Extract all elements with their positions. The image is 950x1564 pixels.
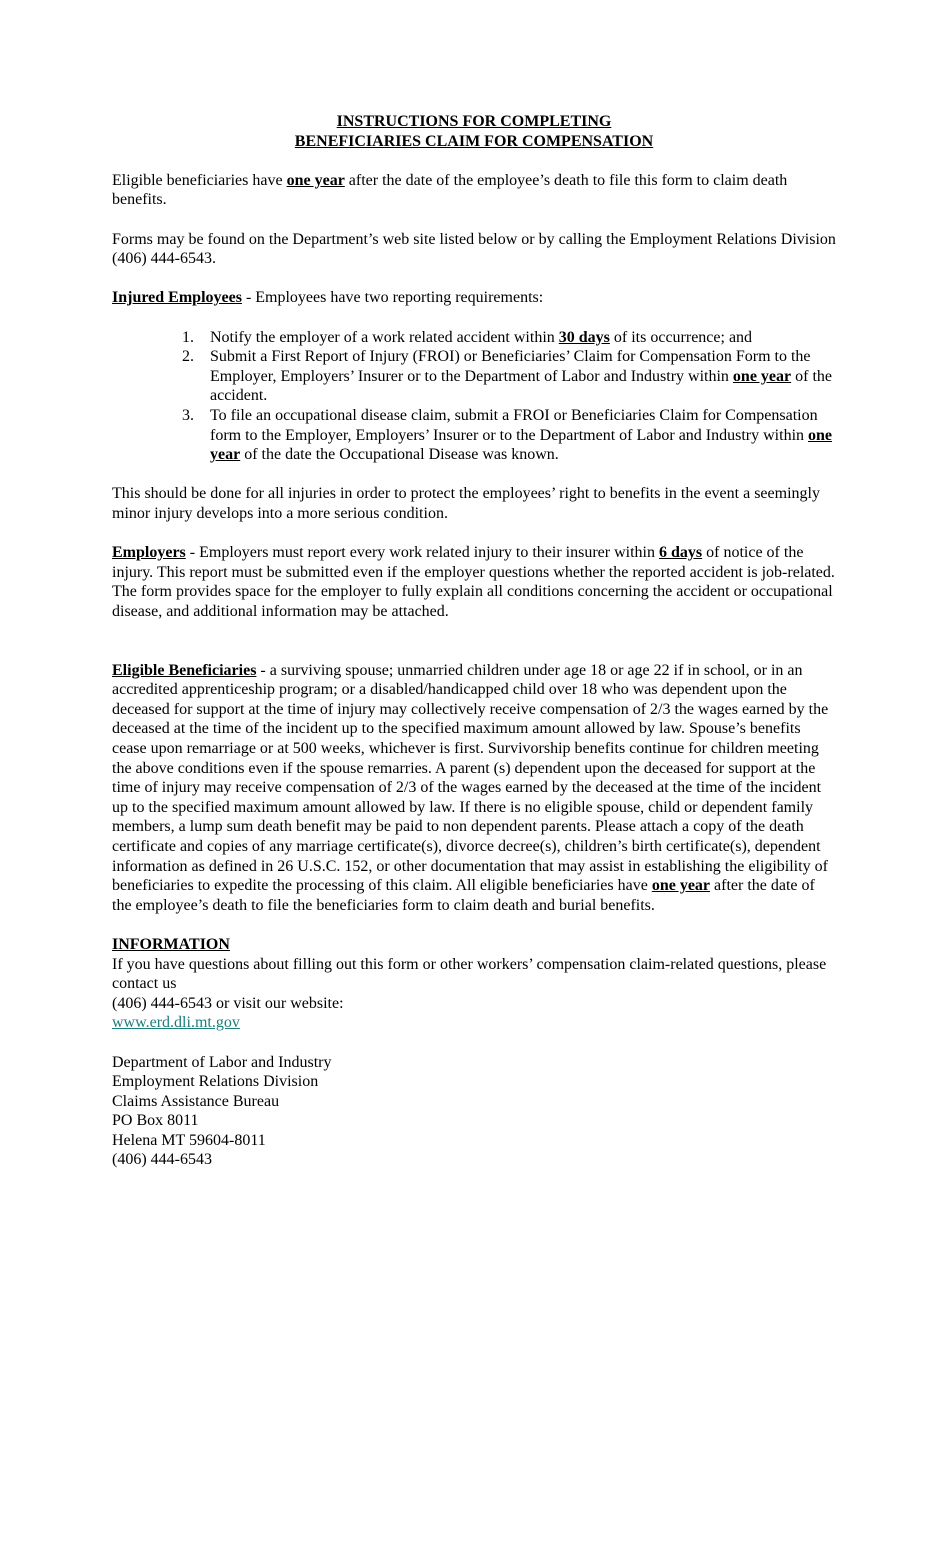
title-line-1: INSTRUCTIONS FOR COMPLETING xyxy=(336,113,612,130)
list-item: 3. To file an occupational disease claim, submit a FROI or Beneficiaries Claim for Compensation form to the Employer, Employers’ Insurer or to the Department of Labor and Industry within one year of the date the Occupational Disease was known. xyxy=(182,406,833,464)
employers-paragraph: Employers - Employers must report every work related injury to their insurer within 6 days of notice of the injury. This report must be submitted even if the employer questions whether the reported accident is job-related. The form provides space for the employer to fully explain all conditions concerning the accident or occupational disease, and additional information may be attached. xyxy=(112,544,835,620)
eligible-beneficiaries-heading: Eligible Beneficiaries xyxy=(112,661,257,679)
emphasis-6-days: 6 days xyxy=(659,544,703,562)
information-section xyxy=(112,935,836,1033)
information-phone: (406) 444-6543 or visit our website: xyxy=(112,994,344,1012)
title-line-2: BENEFICIARIES CLAIM FOR COMPENSATION xyxy=(294,132,654,150)
address-line: Employment Relations Division xyxy=(112,1073,319,1091)
address-line: (406) 444-6543 xyxy=(112,1151,212,1169)
address-line: PO Box 8011 xyxy=(112,1112,199,1130)
mailing-address xyxy=(112,1053,836,1171)
injured-employees-heading: Injured Employees xyxy=(112,289,242,307)
intro-paragraph-1: Eligible beneficiaries have one year after the date of the employee’s death to file this form to claim death benefits. xyxy=(112,171,788,209)
employers-heading: Employers xyxy=(112,544,186,562)
address-line: Claims Assistance Bureau xyxy=(112,1092,280,1110)
emphasis-one-year: one year xyxy=(651,877,711,895)
website-link[interactable]: www.erd.dli.mt.gov xyxy=(112,1014,240,1032)
document-title xyxy=(112,112,836,151)
protection-paragraph: This should be done for all injuries in order to protect the employees’ right to benefits in the event a seemingly minor injury develops into a more serious condition. xyxy=(112,485,820,522)
document-page xyxy=(112,112,836,1170)
address-line: Helena MT 59604-8011 xyxy=(112,1131,266,1149)
reporting-requirements-list xyxy=(112,328,836,465)
information-text: If you have questions about filling out this form or other workers’ compensation claim-related questions, please contact us xyxy=(112,955,827,993)
address-line: Department of Labor and Industry xyxy=(112,1053,332,1071)
eligible-beneficiaries-paragraph: Eligible Beneficiaries - a surviving spouse; unmarried children under age 18 or age 22 if in school, or in an accredited apprenticeship program; or a disabled/handicapped child over 18 who was dependent upon the deceased for support at the time of injury may collectively receive compensation of 2/3 the wages earned by the deceased at the time of the incident up to the specified maximum amount allowed by law. Spouse’s benefits cease upon remarriage or at 500 weeks, whichever is first. Survivorship benefits continue for children meeting the above conditions even if the spouse remarries. A parent (s) dependent upon the deceased for support at the time of injury may receive compensation of 2/3 of the wages earned by the deceased at the time of the incident up to the specified maximum amount allowed by law. If there is no eligible spouse, child or dependent family members, a lump sum death benefit may be paid to non dependent parents. Please attach a copy of the death certificate and copies of any marriage certificate(s), divorce decree(s), children’s birth certificate(s), dependent information as defined in 26 U.S.C. 152, or other documentation that may assist in establishing the eligibility of beneficiaries to expedite the processing of this claim. All eligible beneficiaries have one year after the date of the employee’s death to file the beneficiaries form to claim death and burial benefits. xyxy=(112,661,829,914)
list-item: 1. Notify the employer of a work related accident within 30 days of its occurrence; and xyxy=(182,328,753,346)
information-heading: INFORMATION xyxy=(112,935,230,953)
emphasis-one-year: one year xyxy=(286,171,345,189)
intro-paragraph-2: Forms may be found on the Department’s web site listed below or by calling the Employment Relations Division (406) 444-6543. xyxy=(112,230,836,268)
injured-employees-paragraph: Injured Employees - Employees have two reporting requirements: xyxy=(112,289,544,307)
list-item: 2. Submit a First Report of Injury (FROI) or Beneficiaries’ Claim for Compensation Form to the Employer, Employers’ Insurer or to the Department of Labor and Industry within one year of the accident. xyxy=(182,348,832,405)
